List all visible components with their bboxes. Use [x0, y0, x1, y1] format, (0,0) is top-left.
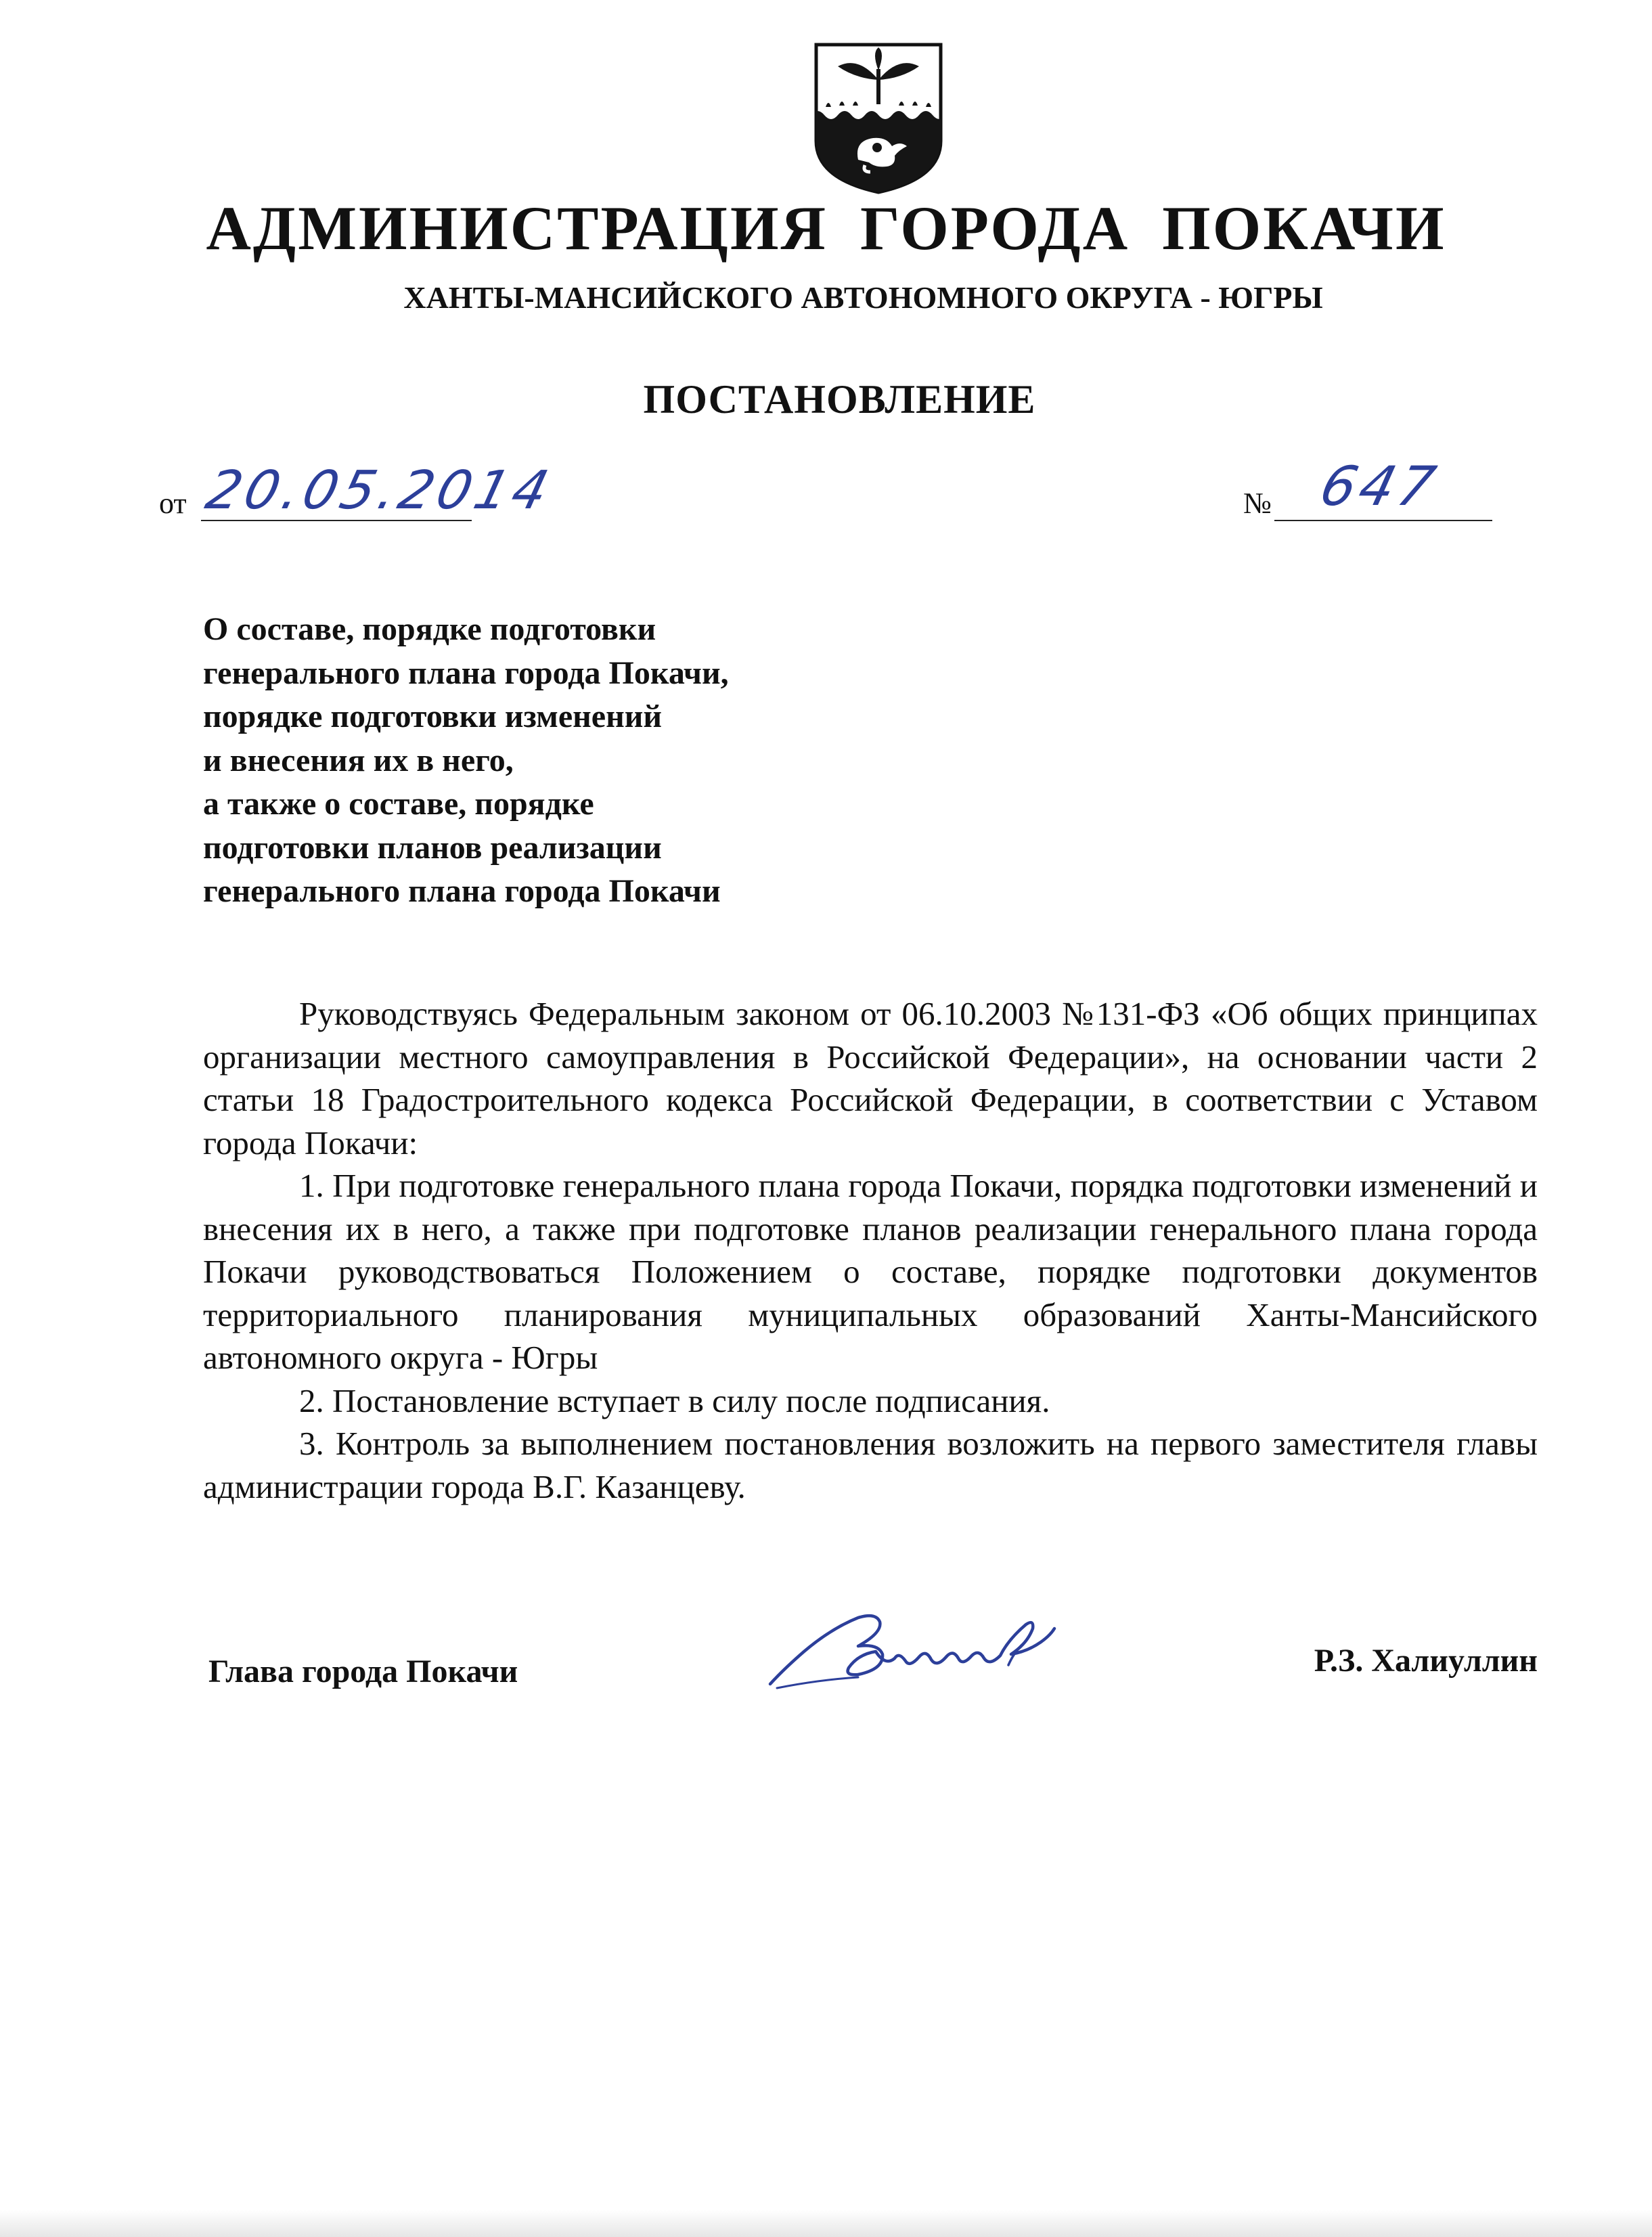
body-paragraph-item-3: 3. Контроль за выполнением постановления возложить на первого заместителя главы администрации города В.Г. Казанцеву. [203, 1425, 1538, 1505]
header-title: АДМИНИСТРАЦИЯ ГОРОДА ПОКАЧИ [206, 194, 1446, 263]
signatory-name: Р.З. Халиуллин [1314, 1643, 1538, 1679]
scan-edge [0, 2210, 1652, 2237]
number-value: 647 [1314, 455, 1446, 518]
body-paragraph-item-1: 1. При подготовке генерального плана города Покачи, порядка подготовки изменений и внесения их в него, а также при подготовке планов реализации генерального плана города Покачи руководствоваться Положением о составе, порядке подготовки документов территориального планирования муниципальных образований Ханты-Мансийского автономного округа - Югры [203, 1167, 1538, 1376]
document-subject [203, 608, 947, 914]
subject-line: а также о составе, порядке [203, 786, 594, 822]
body-paragraph-preamble: Руководствуясь Федеральным законом от 06.10.2003 №131-ФЗ «Об общих принципах организации местного самоуправления в Российской Федерации», на основании части 2 статьи 18 Градостроительного кодекса Российской Федерации, в соответствии с Уставом города Покачи: [203, 995, 1538, 1161]
subject-line: генерального плана города Покачи, [203, 655, 729, 691]
body-paragraph-item-2: 2. Постановление вступает в силу после подписания. [299, 1381, 1050, 1419]
handwritten-signature-icon [757, 1604, 1068, 1706]
date-prefix: от [159, 487, 187, 520]
number-underline [1274, 520, 1492, 521]
coat-of-arms-icon [811, 39, 946, 196]
signatory-position: Глава города Покачи [208, 1654, 518, 1689]
header-subtitle: ХАНТЫ-МАНСИЙСКОГО АВТОНОМНОГО ОКРУГА - ЮГРЫ [403, 280, 1323, 315]
registration-row [159, 455, 1506, 528]
subject-line: генерального плана города Покачи [203, 873, 721, 909]
subject-line: подготовки планов реализации [203, 829, 662, 866]
subject-line: О составе, порядке подготовки [203, 611, 656, 647]
document-body [203, 992, 1538, 1508]
subject-line: порядке подготовки изменений [203, 699, 663, 734]
date-value: 20.05.2014 [200, 460, 558, 521]
subject-line: и внесения их в него, [203, 742, 514, 778]
signature-block [203, 1604, 1538, 1719]
number-prefix: № [1243, 487, 1272, 520]
document-type: ПОСТАНОВЛЕНИЕ [643, 377, 1036, 422]
